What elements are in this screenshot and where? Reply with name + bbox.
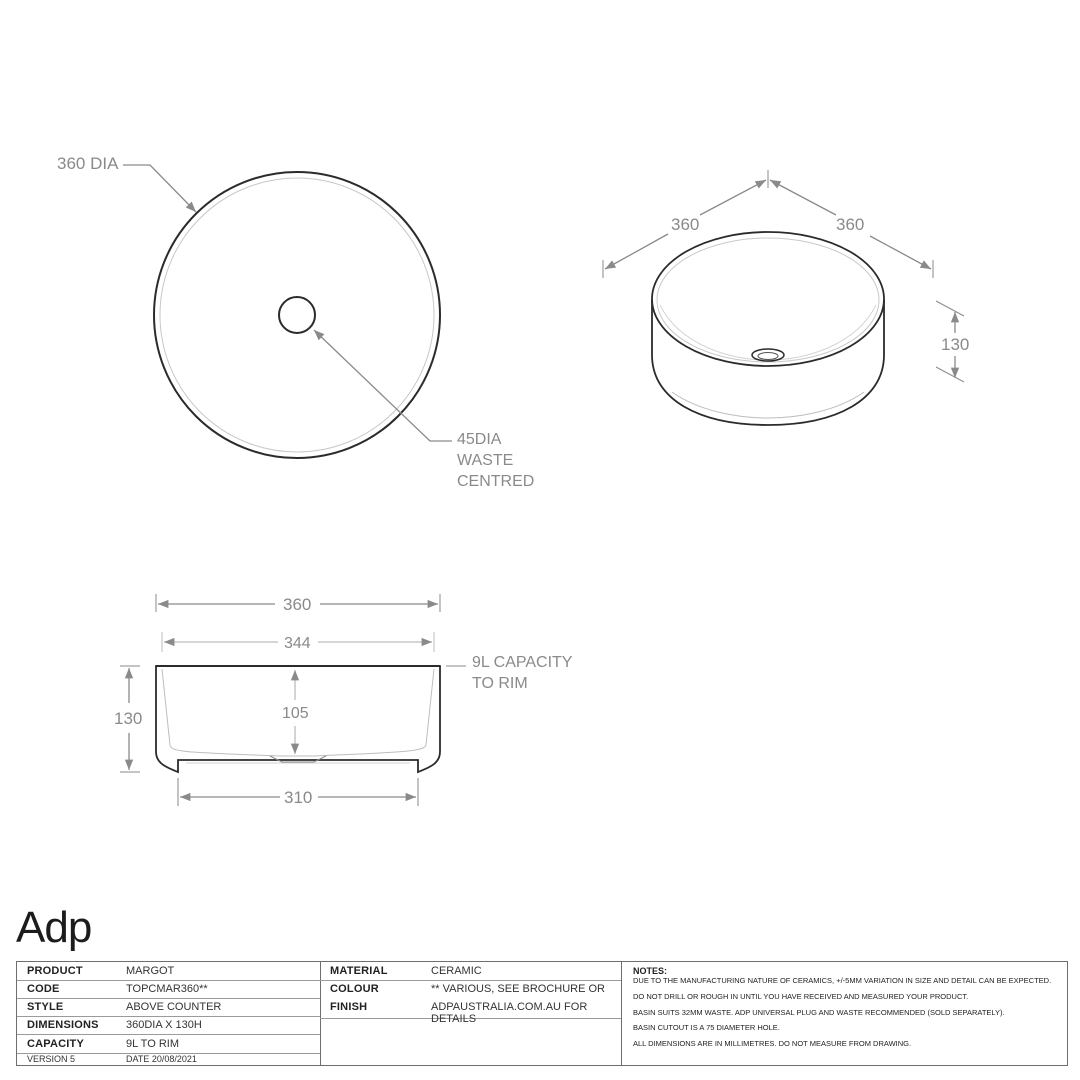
- waste-hole: [279, 297, 315, 333]
- iso-rim: [652, 232, 884, 366]
- iso-inner-rim: [657, 238, 879, 362]
- note-3: BASIN SUITS 32MM WASTE. ADP UNIVERSAL PLUG AND WASTE RECOMMENDED (SOLD SEPARATELY).: [633, 1008, 1005, 1017]
- diameter-leader: [123, 165, 196, 212]
- title-block-product-column: [17, 962, 321, 1065]
- iso-dim-right-a: [770, 180, 836, 215]
- row-finish: [320, 998, 621, 1025]
- note-5: ALL DIMENSIONS ARE IN MILLIMETRES. DO NOT MEASURE FROM DRAWING.: [633, 1039, 912, 1048]
- dim-310-label: 310: [284, 788, 313, 807]
- diameter-label: 360 DIA: [57, 154, 119, 173]
- row-product: [17, 962, 320, 981]
- row-capacity: [17, 1035, 320, 1054]
- product-label: PRODUCT: [27, 965, 83, 977]
- iso-height-tick-top: [936, 301, 964, 316]
- date-text: DATE 20/08/2021: [126, 1054, 197, 1064]
- colour-value: ** VARIOUS, SEE BROCHURE OR: [431, 983, 605, 995]
- capacity-value: 9L TO RIM: [126, 1038, 179, 1050]
- iso-waste-inner: [758, 353, 778, 360]
- material-value: CERAMIC: [431, 965, 482, 977]
- note-2: DO NOT DRILL OR ROUGH IN UNTIL YOU HAVE RECEIVED AND MEASURED YOUR PRODUCT.: [633, 992, 969, 1001]
- dim-344-label: 344: [284, 635, 311, 652]
- notes-title: NOTES:: [633, 966, 668, 976]
- waste-leader: [314, 330, 452, 441]
- capacity-label-line-1: 9L CAPACITY: [472, 654, 573, 671]
- iso-dim-left-a: [700, 180, 766, 215]
- basin-inner-rim: [160, 178, 434, 452]
- row-colour: [320, 980, 621, 998]
- waste-label-line-3: CENTRED: [457, 473, 535, 490]
- finish-value: ADPAUSTRALIA.COM.AU FOR DETAILS: [431, 1001, 588, 1025]
- style-value: ABOVE COUNTER: [126, 1001, 222, 1013]
- row-material: [320, 962, 621, 981]
- dim-105-label: 105: [282, 705, 309, 722]
- section-waste: [270, 756, 326, 762]
- code-label: CODE: [27, 983, 60, 995]
- note-1: DUE TO THE MANUFACTURING NATURE OF CERAMICS, +/-5MM VARIATION IN SIZE AND DETAIL CAN BE EXPECTED.: [633, 976, 1052, 985]
- finish-label: FINISH: [330, 1001, 368, 1013]
- version-text: VERSION 5: [27, 1054, 76, 1064]
- iso-width-left-label: 360: [671, 215, 700, 234]
- adp-logo: Adp: [16, 903, 92, 952]
- capacity-label-line-2: TO RIM: [472, 675, 528, 692]
- material-label: MATERIAL: [330, 965, 388, 977]
- code-value: TOPCMAR360**: [126, 983, 208, 995]
- iso-width-right-label: 360: [836, 215, 865, 234]
- row-dimensions: [17, 1016, 320, 1035]
- iso-height-tick-bottom: [936, 367, 964, 382]
- waste-label-line-2: WASTE: [457, 452, 514, 469]
- dimensions-value: 360DIA X 130H: [126, 1019, 202, 1031]
- row-code: [17, 980, 320, 999]
- capacity-label: CAPACITY: [27, 1038, 85, 1050]
- title-block-notes-column: [621, 962, 1067, 1065]
- dim-130-label: 130: [114, 709, 143, 728]
- product-value: MARGOT: [126, 965, 175, 977]
- iso-bowl-curve: [660, 305, 876, 360]
- title-block: [16, 961, 1068, 1066]
- row-style: [17, 998, 320, 1017]
- dimensions-label: DIMENSIONS: [27, 1019, 99, 1031]
- colour-label: COLOUR: [330, 983, 379, 995]
- title-block-material-column: [320, 962, 622, 1065]
- plan-view: [57, 154, 534, 490]
- iso-dim-right-b: [870, 236, 931, 269]
- dim-360-label: 360: [283, 595, 312, 614]
- iso-height-label: 130: [941, 335, 970, 354]
- isometric-view: [603, 170, 969, 425]
- section-view: [114, 594, 573, 807]
- basin-outer-rim: [154, 172, 440, 458]
- note-4: BASIN CUTOUT IS A 75 DIAMETER HOLE.: [633, 1023, 780, 1032]
- iso-dim-left-b: [605, 234, 668, 269]
- waste-label-line-1: 45DIA: [457, 431, 502, 448]
- style-label: STYLE: [27, 1001, 64, 1013]
